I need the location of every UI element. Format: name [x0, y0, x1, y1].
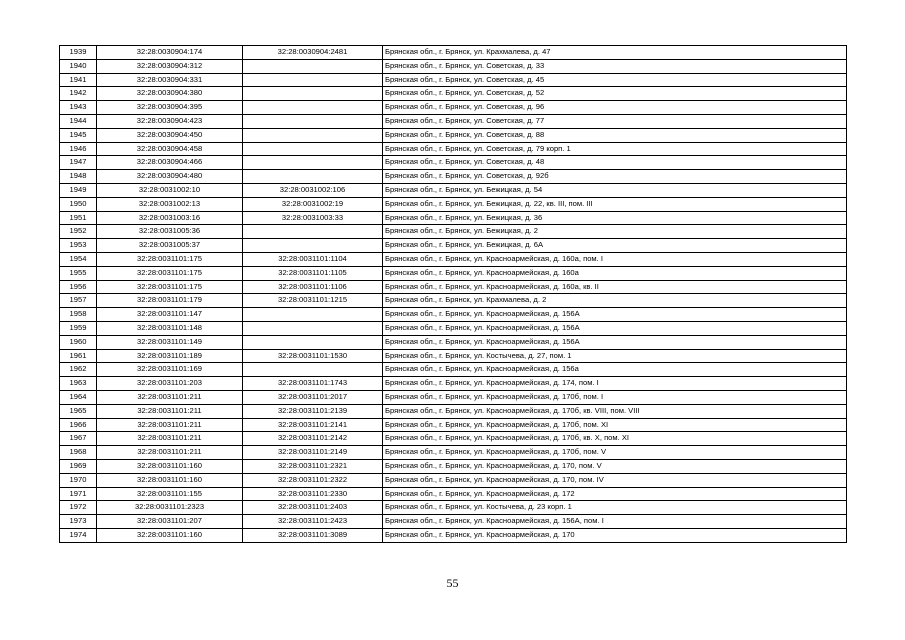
object-cadastral-number-cell: 32:28:0031101:2403 [243, 501, 383, 515]
cadastral-number-cell: 32:28:0031101:175 [97, 266, 243, 280]
cadastral-number-cell: 32:28:0031101:175 [97, 252, 243, 266]
cadastral-number-cell: 32:28:0030904:458 [97, 142, 243, 156]
cadastral-number-cell: 32:28:0031101:160 [97, 528, 243, 542]
cadastral-number-cell: 32:28:0031101:175 [97, 280, 243, 294]
cadastral-number-cell: 32:28:0031101:211 [97, 432, 243, 446]
table-row [60, 211, 847, 225]
table-row [60, 239, 847, 253]
row-number-cell: 1964 [60, 390, 97, 404]
cadastral-number-cell: 32:28:0031101:169 [97, 363, 243, 377]
object-cadastral-number-cell: 32:28:0031002:106 [243, 183, 383, 197]
object-cadastral-number-cell [243, 114, 383, 128]
table-row [60, 363, 847, 377]
table-row [60, 528, 847, 542]
object-cadastral-number-cell: 32:28:0031101:2017 [243, 390, 383, 404]
address-cell: Брянская обл., г. Брянск, ул. Крахмалева, д. 47 [383, 46, 847, 60]
row-number-cell: 1969 [60, 459, 97, 473]
cadastral-number-cell: 32:28:0031101:207 [97, 515, 243, 529]
address-cell: Брянская обл., г. Брянск, ул. Красноармейская, д. 170, пом. V [383, 459, 847, 473]
cadastral-number-cell: 32:28:0030904:174 [97, 46, 243, 60]
object-cadastral-number-cell: 32:28:0031101:1530 [243, 349, 383, 363]
row-number-cell: 1972 [60, 501, 97, 515]
cadastral-number-cell: 32:28:0031005:36 [97, 225, 243, 239]
table-row [60, 501, 847, 515]
row-number-cell: 1956 [60, 280, 97, 294]
cadastral-number-cell: 32:28:0031101:179 [97, 294, 243, 308]
cadastral-number-cell: 32:28:0030904:380 [97, 87, 243, 101]
row-number-cell: 1949 [60, 183, 97, 197]
address-cell: Брянская обл., г. Брянск, ул. Красноармейская, д. 174, пом. I [383, 377, 847, 391]
address-cell: Брянская обл., г. Брянск, ул. Советская, д. 33 [383, 59, 847, 73]
table-row [60, 87, 847, 101]
table-row [60, 349, 847, 363]
table-row [60, 418, 847, 432]
address-cell: Брянская обл., г. Брянск, ул. Советская, д. 92б [383, 170, 847, 184]
row-number-cell: 1965 [60, 404, 97, 418]
table-row [60, 266, 847, 280]
cadastral-number-cell: 32:28:0031101:203 [97, 377, 243, 391]
row-number-cell: 1974 [60, 528, 97, 542]
row-number-cell: 1957 [60, 294, 97, 308]
cadastral-number-cell: 32:28:0031101:148 [97, 321, 243, 335]
row-number-cell: 1947 [60, 156, 97, 170]
address-cell: Брянская обл., г. Брянск, ул. Крахмалева, д. 2 [383, 294, 847, 308]
object-cadastral-number-cell [243, 156, 383, 170]
address-cell: Брянская обл., г. Брянск, ул. Красноармейская, д. 170б, пом. XI [383, 418, 847, 432]
cadastral-number-cell: 32:28:0031101:160 [97, 459, 243, 473]
address-cell: Брянская обл., г. Брянск, ул. Костычева, д. 23 корп. 1 [383, 501, 847, 515]
object-cadastral-number-cell [243, 101, 383, 115]
address-cell: Брянская обл., г. Брянск, ул. Красноармейская, д. 160а, пом. I [383, 252, 847, 266]
cadastral-number-cell: 32:28:0031101:149 [97, 335, 243, 349]
object-cadastral-number-cell [243, 239, 383, 253]
object-cadastral-number-cell [243, 225, 383, 239]
table-row [60, 321, 847, 335]
address-cell: Брянская обл., г. Брянск, ул. Красноармейская, д. 160а [383, 266, 847, 280]
object-cadastral-number-cell [243, 87, 383, 101]
object-cadastral-number-cell [243, 363, 383, 377]
address-cell: Брянская обл., г. Брянск, ул. Бежицкая, д. 22, кв. III, пом. III [383, 197, 847, 211]
object-cadastral-number-cell [243, 335, 383, 349]
address-cell: Брянская обл., г. Брянск, ул. Красноармейская, д. 156А [383, 335, 847, 349]
cadastral-number-cell: 32:28:0031101:211 [97, 390, 243, 404]
table-row [60, 308, 847, 322]
row-number-cell: 1973 [60, 515, 97, 529]
cadastral-number-cell: 32:28:0031002:10 [97, 183, 243, 197]
address-cell: Брянская обл., г. Брянск, ул. Бежицкая, д. 54 [383, 183, 847, 197]
table-row [60, 114, 847, 128]
row-number-cell: 1959 [60, 321, 97, 335]
table-row [60, 404, 847, 418]
address-cell: Брянская обл., г. Брянск, ул. Красноармейская, д. 170б, кв. X, пом. XI [383, 432, 847, 446]
object-cadastral-number-cell: 32:28:0031101:2322 [243, 473, 383, 487]
row-number-cell: 1951 [60, 211, 97, 225]
address-cell: Брянская обл., г. Брянск, ул. Советская, д. 45 [383, 73, 847, 87]
address-cell: Брянская обл., г. Брянск, ул. Бежицкая, д. 6А [383, 239, 847, 253]
row-number-cell: 1952 [60, 225, 97, 239]
table-row [60, 170, 847, 184]
object-cadastral-number-cell: 32:28:0031101:2321 [243, 459, 383, 473]
table-row [60, 59, 847, 73]
row-number-cell: 1944 [60, 114, 97, 128]
address-cell: Брянская обл., г. Брянск, ул. Красноармейская, д. 170б, пом. I [383, 390, 847, 404]
row-number-cell: 1942 [60, 87, 97, 101]
table-row [60, 46, 847, 60]
property-registry-table [59, 45, 847, 543]
table-row [60, 473, 847, 487]
table-row [60, 156, 847, 170]
address-cell: Брянская обл., г. Брянск, ул. Красноармейская, д. 170, пом. IV [383, 473, 847, 487]
row-number-cell: 1961 [60, 349, 97, 363]
row-number-cell: 1941 [60, 73, 97, 87]
row-number-cell: 1967 [60, 432, 97, 446]
cadastral-number-cell: 32:28:0031101:211 [97, 404, 243, 418]
table-row [60, 515, 847, 529]
cadastral-number-cell: 32:28:0030904:395 [97, 101, 243, 115]
row-number-cell: 1940 [60, 59, 97, 73]
object-cadastral-number-cell: 32:28:0031101:2330 [243, 487, 383, 501]
cadastral-number-cell: 32:28:0030904:450 [97, 128, 243, 142]
address-cell: Брянская обл., г. Брянск, ул. Советская, д. 52 [383, 87, 847, 101]
object-cadastral-number-cell [243, 128, 383, 142]
object-cadastral-number-cell: 32:28:0031101:2423 [243, 515, 383, 529]
table-row [60, 183, 847, 197]
object-cadastral-number-cell: 32:28:0031101:2149 [243, 446, 383, 460]
table-row [60, 446, 847, 460]
address-cell: Брянская обл., г. Брянск, ул. Красноармейская, д. 172 [383, 487, 847, 501]
address-cell: Брянская обл., г. Брянск, ул. Бежицкая, д. 2 [383, 225, 847, 239]
table-row [60, 390, 847, 404]
cadastral-number-cell: 32:28:0031101:2323 [97, 501, 243, 515]
table-row [60, 128, 847, 142]
object-cadastral-number-cell [243, 308, 383, 322]
cadastral-number-cell: 32:28:0031101:155 [97, 487, 243, 501]
table-row [60, 377, 847, 391]
object-cadastral-number-cell [243, 59, 383, 73]
object-cadastral-number-cell [243, 142, 383, 156]
cadastral-number-cell: 32:28:0031101:211 [97, 418, 243, 432]
object-cadastral-number-cell: 32:28:0031002:19 [243, 197, 383, 211]
address-cell: Брянская обл., г. Брянск, ул. Красноармейская, д. 170б, пом. V [383, 446, 847, 460]
row-number-cell: 1954 [60, 252, 97, 266]
object-cadastral-number-cell [243, 170, 383, 184]
cadastral-number-cell: 32:28:0030904:423 [97, 114, 243, 128]
table-row [60, 225, 847, 239]
row-number-cell: 1948 [60, 170, 97, 184]
table-row [60, 142, 847, 156]
table-row [60, 294, 847, 308]
page-number: 55 [446, 576, 459, 590]
row-number-cell: 1970 [60, 473, 97, 487]
row-number-cell: 1955 [60, 266, 97, 280]
address-cell: Брянская обл., г. Брянск, ул. Советская, д. 96 [383, 101, 847, 115]
row-number-cell: 1971 [60, 487, 97, 501]
address-cell: Брянская обл., г. Брянск, ул. Красноармейская, д. 160а, кв. II [383, 280, 847, 294]
object-cadastral-number-cell: 32:28:0031101:1743 [243, 377, 383, 391]
registry-table-body [60, 46, 847, 543]
table-row [60, 101, 847, 115]
address-cell: Брянская обл., г. Брянск, ул. Советская, д. 79 корп. 1 [383, 142, 847, 156]
cadastral-number-cell: 32:28:0031101:147 [97, 308, 243, 322]
row-number-cell: 1962 [60, 363, 97, 377]
address-cell: Брянская обл., г. Брянск, ул. Красноармейская, д. 156А, пом. I [383, 515, 847, 529]
object-cadastral-number-cell: 32:28:0031101:3089 [243, 528, 383, 542]
row-number-cell: 1958 [60, 308, 97, 322]
cadastral-number-cell: 32:28:0030904:466 [97, 156, 243, 170]
object-cadastral-number-cell [243, 321, 383, 335]
row-number-cell: 1963 [60, 377, 97, 391]
cadastral-number-cell: 32:28:0031101:189 [97, 349, 243, 363]
cadastral-number-cell: 32:28:0030904:312 [97, 59, 243, 73]
table-row [60, 252, 847, 266]
object-cadastral-number-cell: 32:28:0031101:2139 [243, 404, 383, 418]
table-row [60, 280, 847, 294]
row-number-cell: 1960 [60, 335, 97, 349]
table-row [60, 73, 847, 87]
object-cadastral-number-cell: 32:28:0031101:2142 [243, 432, 383, 446]
row-number-cell: 1945 [60, 128, 97, 142]
row-number-cell: 1953 [60, 239, 97, 253]
address-cell: Брянская обл., г. Брянск, ул. Костычева, д. 27, пом. 1 [383, 349, 847, 363]
cadastral-number-cell: 32:28:0031101:160 [97, 473, 243, 487]
object-cadastral-number-cell: 32:28:0031101:1106 [243, 280, 383, 294]
address-cell: Брянская обл., г. Брянск, ул. Советская, д. 77 [383, 114, 847, 128]
address-cell: Брянская обл., г. Брянск, ул. Советская, д. 88 [383, 128, 847, 142]
table-row [60, 335, 847, 349]
table-row [60, 432, 847, 446]
object-cadastral-number-cell: 32:28:0030904:2481 [243, 46, 383, 60]
object-cadastral-number-cell: 32:28:0031101:2141 [243, 418, 383, 432]
address-cell: Брянская обл., г. Брянск, ул. Советская, д. 48 [383, 156, 847, 170]
object-cadastral-number-cell [243, 73, 383, 87]
object-cadastral-number-cell: 32:28:0031101:1104 [243, 252, 383, 266]
table-row [60, 197, 847, 211]
table-row [60, 487, 847, 501]
object-cadastral-number-cell: 32:28:0031101:1105 [243, 266, 383, 280]
address-cell: Брянская обл., г. Брянск, ул. Красноармейская, д. 170 [383, 528, 847, 542]
table-row [60, 459, 847, 473]
address-cell: Брянская обл., г. Брянск, ул. Красноармейская, д. 156А [383, 321, 847, 335]
object-cadastral-number-cell: 32:28:0031101:1215 [243, 294, 383, 308]
cadastral-number-cell: 32:28:0030904:480 [97, 170, 243, 184]
cadastral-number-cell: 32:28:0031002:13 [97, 197, 243, 211]
address-cell: Брянская обл., г. Брянск, ул. Красноармейская, д. 170б, кв. VIII, пом. VIII [383, 404, 847, 418]
row-number-cell: 1939 [60, 46, 97, 60]
address-cell: Брянская обл., г. Брянск, ул. Красноармейская, д. 156а [383, 363, 847, 377]
row-number-cell: 1950 [60, 197, 97, 211]
cadastral-number-cell: 32:28:0030904:331 [97, 73, 243, 87]
row-number-cell: 1968 [60, 446, 97, 460]
row-number-cell: 1966 [60, 418, 97, 432]
cadastral-number-cell: 32:28:0031005:37 [97, 239, 243, 253]
row-number-cell: 1946 [60, 142, 97, 156]
cadastral-number-cell: 32:28:0031101:211 [97, 446, 243, 460]
address-cell: Брянская обл., г. Брянск, ул. Красноармейская, д. 156А [383, 308, 847, 322]
cadastral-number-cell: 32:28:0031003:16 [97, 211, 243, 225]
address-cell: Брянская обл., г. Брянск, ул. Бежицкая, д. 36 [383, 211, 847, 225]
object-cadastral-number-cell: 32:28:0031003:33 [243, 211, 383, 225]
row-number-cell: 1943 [60, 101, 97, 115]
